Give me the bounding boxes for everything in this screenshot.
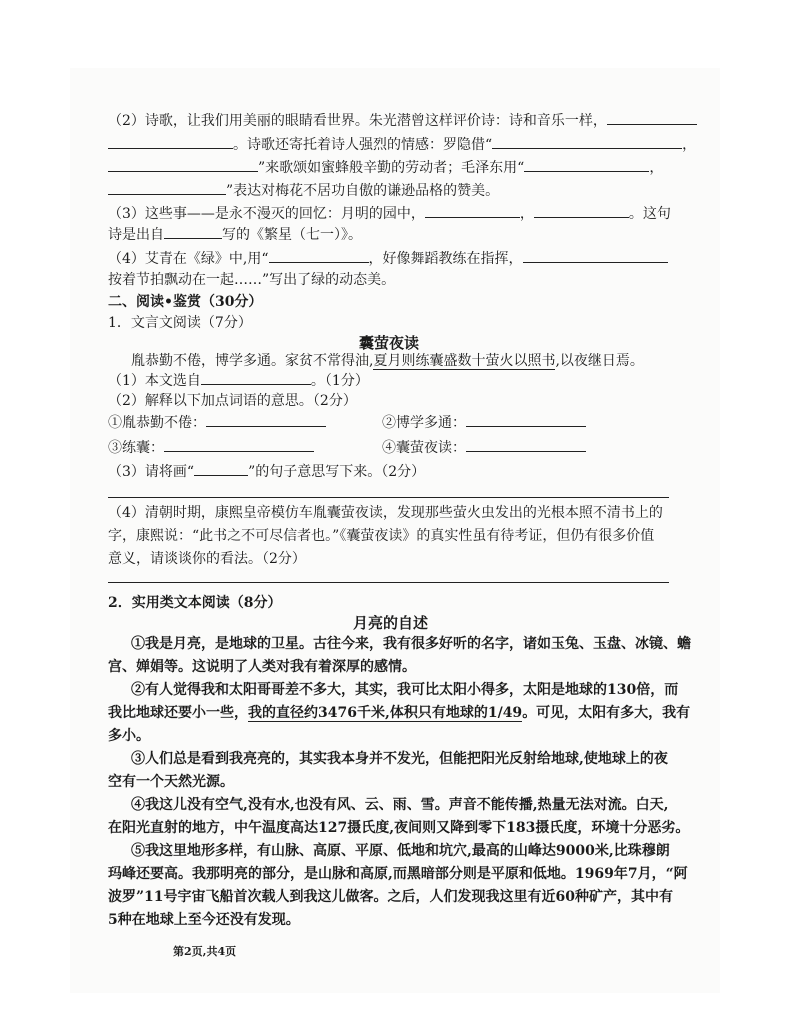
question-text: ”的句子意思写下来。（2分） — [248, 464, 426, 480]
question-text: （3）请将画“ — [108, 464, 195, 480]
word-item-1 — [108, 412, 326, 434]
q4-line-2: 按着节拍飘动在一起……”写出了绿的动态美。 — [108, 272, 396, 288]
q3-line-2 — [108, 224, 362, 246]
answer-blank[interactable] — [466, 437, 586, 452]
word-label: ④囊萤夜读： — [382, 440, 466, 456]
moon-p5-line-2: 玛峰还要高。我那明亮的部分，是山脉和高原,而黑暗部分则是平原和低地。1969年7月，“阿 — [108, 866, 688, 882]
q3-line-1 — [108, 203, 671, 225]
answer-blank[interactable] — [206, 412, 326, 427]
word-label: ③练囊： — [108, 440, 164, 456]
answer-blank[interactable] — [534, 203, 629, 218]
q4-line-1 — [108, 248, 668, 270]
q3-text: 写的《繁星（七一）》。 — [222, 227, 362, 243]
q2-text: （2）诗歌，让我们用美丽的眼睛看世界。朱光潜曾这样评价诗：诗和音乐一样， — [108, 113, 607, 129]
practical-heading: 2．实用类文本阅读（8分） — [108, 595, 282, 611]
q2-text: ”来歌颂如蜜蜂般辛勤的劳动者；毛泽东用“ — [258, 160, 525, 176]
word-item-4 — [382, 437, 586, 459]
q3-text: 诗是出自 — [108, 227, 164, 243]
moon-p5-line-1: ⑤我这里地形多样，有山脉、高原、平原、低地和坑穴,最高的山峰达9000米,比珠穆朗 — [131, 843, 670, 859]
paragraph-text: 我比地球还要小一些， — [108, 705, 248, 721]
paragraph-text: 。可见，太阳有多大，我有 — [522, 705, 691, 721]
answer-blank[interactable] — [466, 412, 586, 427]
q2-line-4 — [108, 180, 499, 202]
q2-text: ”表达对梅花不居功自傲的谦逊品格的赞美。 — [226, 183, 500, 199]
moon-p3-line-1: ③人们总是看到我亮亮的，其实我本身并不发光，但能把阳光反射给地球,使地球上的夜 — [131, 751, 668, 767]
q2-text: ， — [682, 137, 697, 153]
moon-p2-line-3: 多小。 — [108, 728, 150, 744]
q2-text: ， — [649, 160, 664, 176]
answer-blank[interactable] — [164, 437, 314, 452]
q3-text: 。这句 — [628, 206, 671, 222]
answer-blank[interactable] — [425, 203, 520, 218]
question-text: 。（1分） — [310, 373, 369, 389]
q2-line-1 — [108, 110, 697, 132]
moon-p5-line-4: 5种在地球上至今还没有发现。 — [108, 912, 300, 928]
q4-text: （4）艾青在《绿》中,用“ — [108, 251, 269, 267]
answer-blank[interactable] — [108, 134, 233, 149]
answer-line[interactable] — [108, 497, 669, 498]
answer-blank[interactable] — [164, 224, 222, 239]
answer-blank[interactable] — [201, 370, 311, 385]
underlined-sentence: 夏月则练囊盛数十萤火以照书 — [373, 353, 556, 369]
answer-blank[interactable] — [269, 248, 369, 263]
classical-title: 囊萤夜读 — [359, 334, 420, 352]
q3-text: ， — [519, 206, 534, 222]
section-heading: 二、阅读•鉴赏（30分） — [108, 294, 263, 310]
answer-blank[interactable] — [108, 157, 258, 172]
classical-q1 — [108, 370, 369, 392]
classical-q2: （2）解释以下加点词语的意思。（2分） — [108, 393, 357, 409]
moon-p5-line-3: 波罗”11号宇宙飞船首次载人到我这儿做客。之后，人们发现我这里有近60种矿产，其中有 — [108, 889, 674, 905]
moon-p1-line-1: ①我是月亮，是地球的卫星。古往今来，我有很多好听的名字，诸如玉兔、玉盘、冰镜、蟾 — [131, 636, 691, 652]
q3-text: （3）这些事——是永不漫灭的回忆：月明的园中， — [108, 206, 425, 222]
question-text: （1）本文选自 — [108, 373, 201, 389]
answer-blank[interactable] — [108, 180, 226, 195]
underline-mark — [194, 461, 248, 476]
word-label: ②博学多通： — [382, 415, 466, 431]
moon-p2-line-1: ②有人觉得我和太阳哥哥差不多大，其实，我可比太阳小得多，太阳是地球的130倍，而 — [131, 682, 679, 698]
passage-text: ,以夜继日焉。 — [555, 353, 644, 369]
page-number: 第2页,共4页 — [173, 945, 237, 958]
answer-blank[interactable] — [523, 248, 668, 263]
answer-blank[interactable] — [492, 134, 682, 149]
q2-line-3 — [108, 157, 663, 179]
moon-p3-line-2: 空有一个天然光源。 — [108, 774, 234, 790]
answer-line[interactable] — [108, 582, 669, 583]
classical-passage — [131, 351, 644, 372]
q2-text: 。诗歌还寄托着诗人强烈的情感：罗隐借“ — [233, 137, 493, 153]
moon-p1-line-2: 宫、婵娟等。这说明了人类对我有着深厚的感情。 — [108, 659, 416, 675]
underlined-sentence: 我的直径约3476千米,体积只有地球的1/49 — [248, 705, 523, 721]
answer-blank[interactable] — [607, 110, 697, 125]
word-item-3 — [108, 437, 314, 459]
answer-blank[interactable] — [524, 157, 649, 172]
word-label: ①胤恭勤不倦： — [108, 415, 206, 431]
word-item-2 — [382, 412, 586, 434]
moon-p4-line-1: ④我这儿没有空气,没有水,也没有风、云、雨、雪。声音不能传播,热量无法对流。白天, — [131, 797, 669, 813]
classical-heading: 1．文言文阅读（7分） — [108, 315, 252, 331]
classical-q4-line-1: （4）清朝时期，康熙皇帝模仿车胤囊萤夜读，发现那些萤火虫发出的光根本照不清书上的 — [108, 505, 663, 521]
classical-q3 — [108, 461, 425, 483]
classical-q4-line-3: 意义，请谈谈你的看法。（2分） — [108, 551, 306, 567]
q4-text: ，好像舞蹈教练在指挥， — [368, 251, 523, 267]
passage-text: 胤恭勤不倦，博学多通。家贫不常得油, — [131, 353, 374, 369]
moon-p2-line-2 — [108, 702, 690, 725]
q2-line-2 — [108, 134, 696, 156]
moon-p4-line-2: 在阳光直射的地方，中午温度高达127摄氏度,夜间则又降到零下183摄氏度，环境十分恶劣。 — [108, 820, 690, 836]
classical-q4-line-2: 字，康熙说：“此书之不可尽信者也。”《囊萤夜读》的真实性虽有待考证，但仍有很多价值 — [108, 528, 655, 544]
practical-title: 月亮的自述 — [353, 614, 429, 632]
